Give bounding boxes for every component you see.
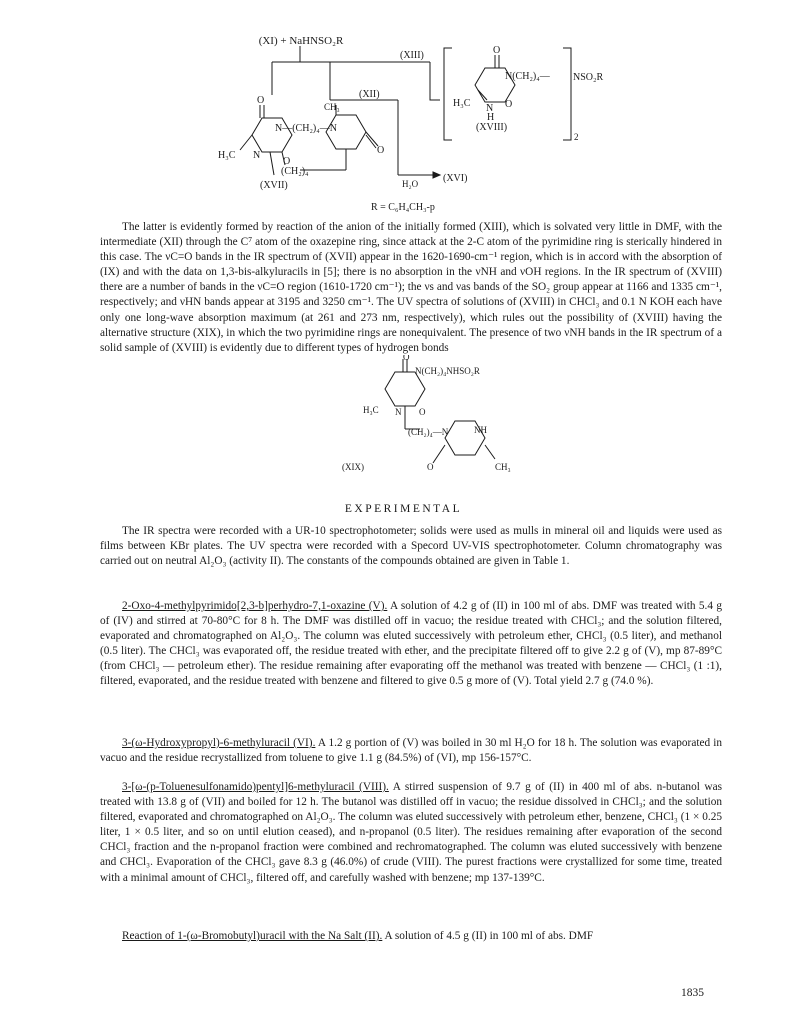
scheme-label-xiii: (XIII) bbox=[400, 50, 424, 61]
xvii-h3c-label: H₃C bbox=[218, 150, 236, 161]
xix-carbonyl-o: O bbox=[403, 355, 410, 362]
xviii-nch2-label: N(CH₂)₄— bbox=[505, 71, 550, 82]
xix-nch2nhso2r-label: N(CH₂)₄NHSO₂R bbox=[415, 366, 480, 376]
xix-nh-label: NH bbox=[474, 425, 487, 435]
structure-xix bbox=[0, 355, 807, 485]
xvii-n-label: N bbox=[253, 150, 261, 161]
procedure-paragraph-bromobutyl bbox=[100, 929, 722, 944]
experimental-intro-paragraph: The IR spectra were recorded with a UR-10 spectrophotometer; solids were used as mulls in mineral oil and liquids were used as films between KBr plates. The UV spectra were recorded with a Specord UV-VIS spectrophotometer. Column chromatography was carried out on neutral Al₂O₃ (activity II). The constants of the compounds obtained are given in Table 1. bbox=[100, 525, 722, 568]
procedure-title-viii: 3-[ω-(p-Toluenesulfonamido)pentyl]6-methyluracil (VIII). bbox=[122, 781, 389, 793]
xix-o2-label: O bbox=[427, 462, 434, 472]
xix-n-label: N bbox=[395, 407, 402, 417]
scheme-label-xvii: (XVII) bbox=[260, 180, 288, 191]
scheme-label-xvi: (XVI) bbox=[443, 173, 468, 184]
scheme-top-label: (XI) + NaHNSO₂R bbox=[258, 35, 344, 47]
xix-ch3-label: CH₃ bbox=[495, 462, 511, 472]
xix-ch2-label: (CH₂)₄—N bbox=[408, 427, 449, 437]
xvii-o-label: O bbox=[283, 156, 291, 167]
xviii-subscript-2: 2 bbox=[574, 132, 579, 142]
xviii-h-label: H bbox=[487, 112, 495, 123]
xvii-carbonyl-o: O bbox=[257, 95, 265, 106]
page-number: 1835 bbox=[681, 987, 704, 999]
xviii-h3c-label: H₃C bbox=[453, 98, 471, 109]
procedure-title-vi: 3-(ω-Hydroxypropyl)-6-methyluracil (VI). bbox=[122, 737, 316, 749]
reaction-scheme-drawing bbox=[0, 0, 807, 220]
xvii-ch3-label: CH₃ bbox=[324, 102, 340, 112]
scheme-r-definition: R = C₆H₄CH₃-p bbox=[371, 202, 435, 213]
xviii-carbonyl-o: O bbox=[493, 45, 501, 56]
procedure-title-bromobutyl: Reaction of 1-(ω-Bromobutyl)uracil with the Na Salt (II). bbox=[122, 930, 383, 942]
xviii-nso2r-label: NSO₂R bbox=[573, 72, 604, 83]
reaction-scheme bbox=[0, 0, 807, 220]
structure-xix-drawing bbox=[0, 355, 807, 485]
procedure-body-vi: A 1.2 g portion of (V) was boiled in 30 ml H₂O for 18 h. The solution was evaporated in vacuo and the residue recrystallized from toluene to give 1.1 g (84.5%) of (VI), mp 156-157°C. bbox=[100, 737, 722, 765]
xvii-linker-label: N—(CH₂)₄—N bbox=[275, 123, 337, 134]
scheme-label-xii: (XII) bbox=[359, 89, 380, 100]
procedure-paragraph-v bbox=[100, 599, 722, 690]
xviii-n-label: N bbox=[486, 103, 494, 114]
xix-h3c-label: H₃C bbox=[363, 405, 379, 415]
procedure-paragraph-vi bbox=[100, 736, 722, 766]
scheme-h2o-label: H₂O bbox=[402, 179, 419, 189]
xvii-o2-label: O bbox=[377, 145, 385, 156]
procedure-paragraph-viii bbox=[100, 780, 722, 886]
procedure-body-bromobutyl: A solution of 4.5 g (II) in 100 ml of abs. DMF bbox=[382, 930, 594, 942]
section-heading-experimental: EXPERIMENTAL bbox=[344, 503, 463, 515]
discussion-paragraph: The latter is evidently formed by reaction of the anion of the initially formed (XIII), which is solvated very little in DMF, with the intermediate (XII) through the C⁷ atom of the oxazepine ring, since attack at the 2-C atom of the pyrimidine ring is sterically hindered in this case. The νC=O bands in the IR spectrum of (XVII) appear in the 1620-1690-cm⁻¹ region, which is in accord with the absorption of (IX) and with the data on 1,3-bis-alkyluracils in [5]; there is no absorption in the νNH and νOH regions. In the IR spectrum of (XVIII) there are a number of bands in the νC=O region (1610-1720 cm⁻¹); the νs and νas bands of the SO₂ group appear at 1166 and 1335 cm⁻¹, respectively; and νHN bands appear at 3195 and 3250 cm⁻¹. The UV spectra of solutions of (XVIII) in CHCl₃ and 0.1 N KOH each have only one long-wave absorption maximum (at 261 and 273 nm, respectively), which rules out the possibility of (XVIII) having the alternative structure (XIX), in which the two pyrimidine rings are nonequivalent. The presence of two νNH bands in the IR spectrum of a solid sample of (XVIII) is evidently due to different types of hydrogen bonds bbox=[100, 221, 722, 354]
procedure-title-v: 2-Oxo-4-methylpyrimido[2,3-b]perhydro-7,1-oxazine (V). bbox=[122, 600, 388, 612]
xix-compound-label: (XIX) bbox=[342, 462, 364, 472]
procedure-body-viii: A stirred suspension of 9.7 g of (II) in 400 ml of abs. n-butanol was treated with 13.8 g of (VII) and boiled for 12 h. The butanol was distilled off in vacuo; the residue dissolved in CHCl₃; and the solution filtered, evaporated and chromatographed on Al₂O₃. The column was eluted successively with petroleum ether, benzene, CHCl₃ (1 × 0.25 liter, 1 × 0.5 liter, and so on until elution ceased), and n-propanol (0.5 liter). The residues remaining after evaporation of the second CHCl₃ fraction and the n-propanol fraction were combined and rechromatographed. The column was eluted successively with benzene and CHCl₃. Evaporation of the CHCl₃ gave 8.3 g (46.0%) of crude (VIII). The purest fractions were crystallized for some time, treated with a minimal amount of CHCl₃, filtered off, and carefully washed with benzene; mp 137-139°C. bbox=[100, 781, 722, 884]
xvii-ch2-label: (CH₂)₄ bbox=[281, 166, 309, 177]
xix-o-label: O bbox=[419, 407, 426, 417]
procedure-body-v: A solution of 4.2 g of (II) in 100 ml of abs. DMF was treated with 5.4 g of (IV) and stirred at 70-80°C for 8 h. The DMF was distilled off in vacuo; the residue treated with CHCl₃; and the solution filtered, evaporated and chromatographed on Al₂O₃. The column was eluted successively with petroleum ether, CHCl₃ (0.5 liter), and methanol (0.5 liter). The CHCl₃ was evaporated off, the residue treated with ether, and the precipitate filtered off to give 2.2 g of (V), mp 87-89°C (from CHCl₃ — petroleum ether). The residue remaining after evaporating off the methanol was treated with benzene — CHCl₃ (1 :1), filtered, evaporated, and the residue treated with benzene and filtered to give 0.5 g more of (V). Total yield 2.7 g (74.0 %). bbox=[100, 600, 722, 688]
xviii-o-label: O bbox=[505, 99, 513, 110]
scheme-label-xviii: (XVIII) bbox=[476, 122, 508, 133]
